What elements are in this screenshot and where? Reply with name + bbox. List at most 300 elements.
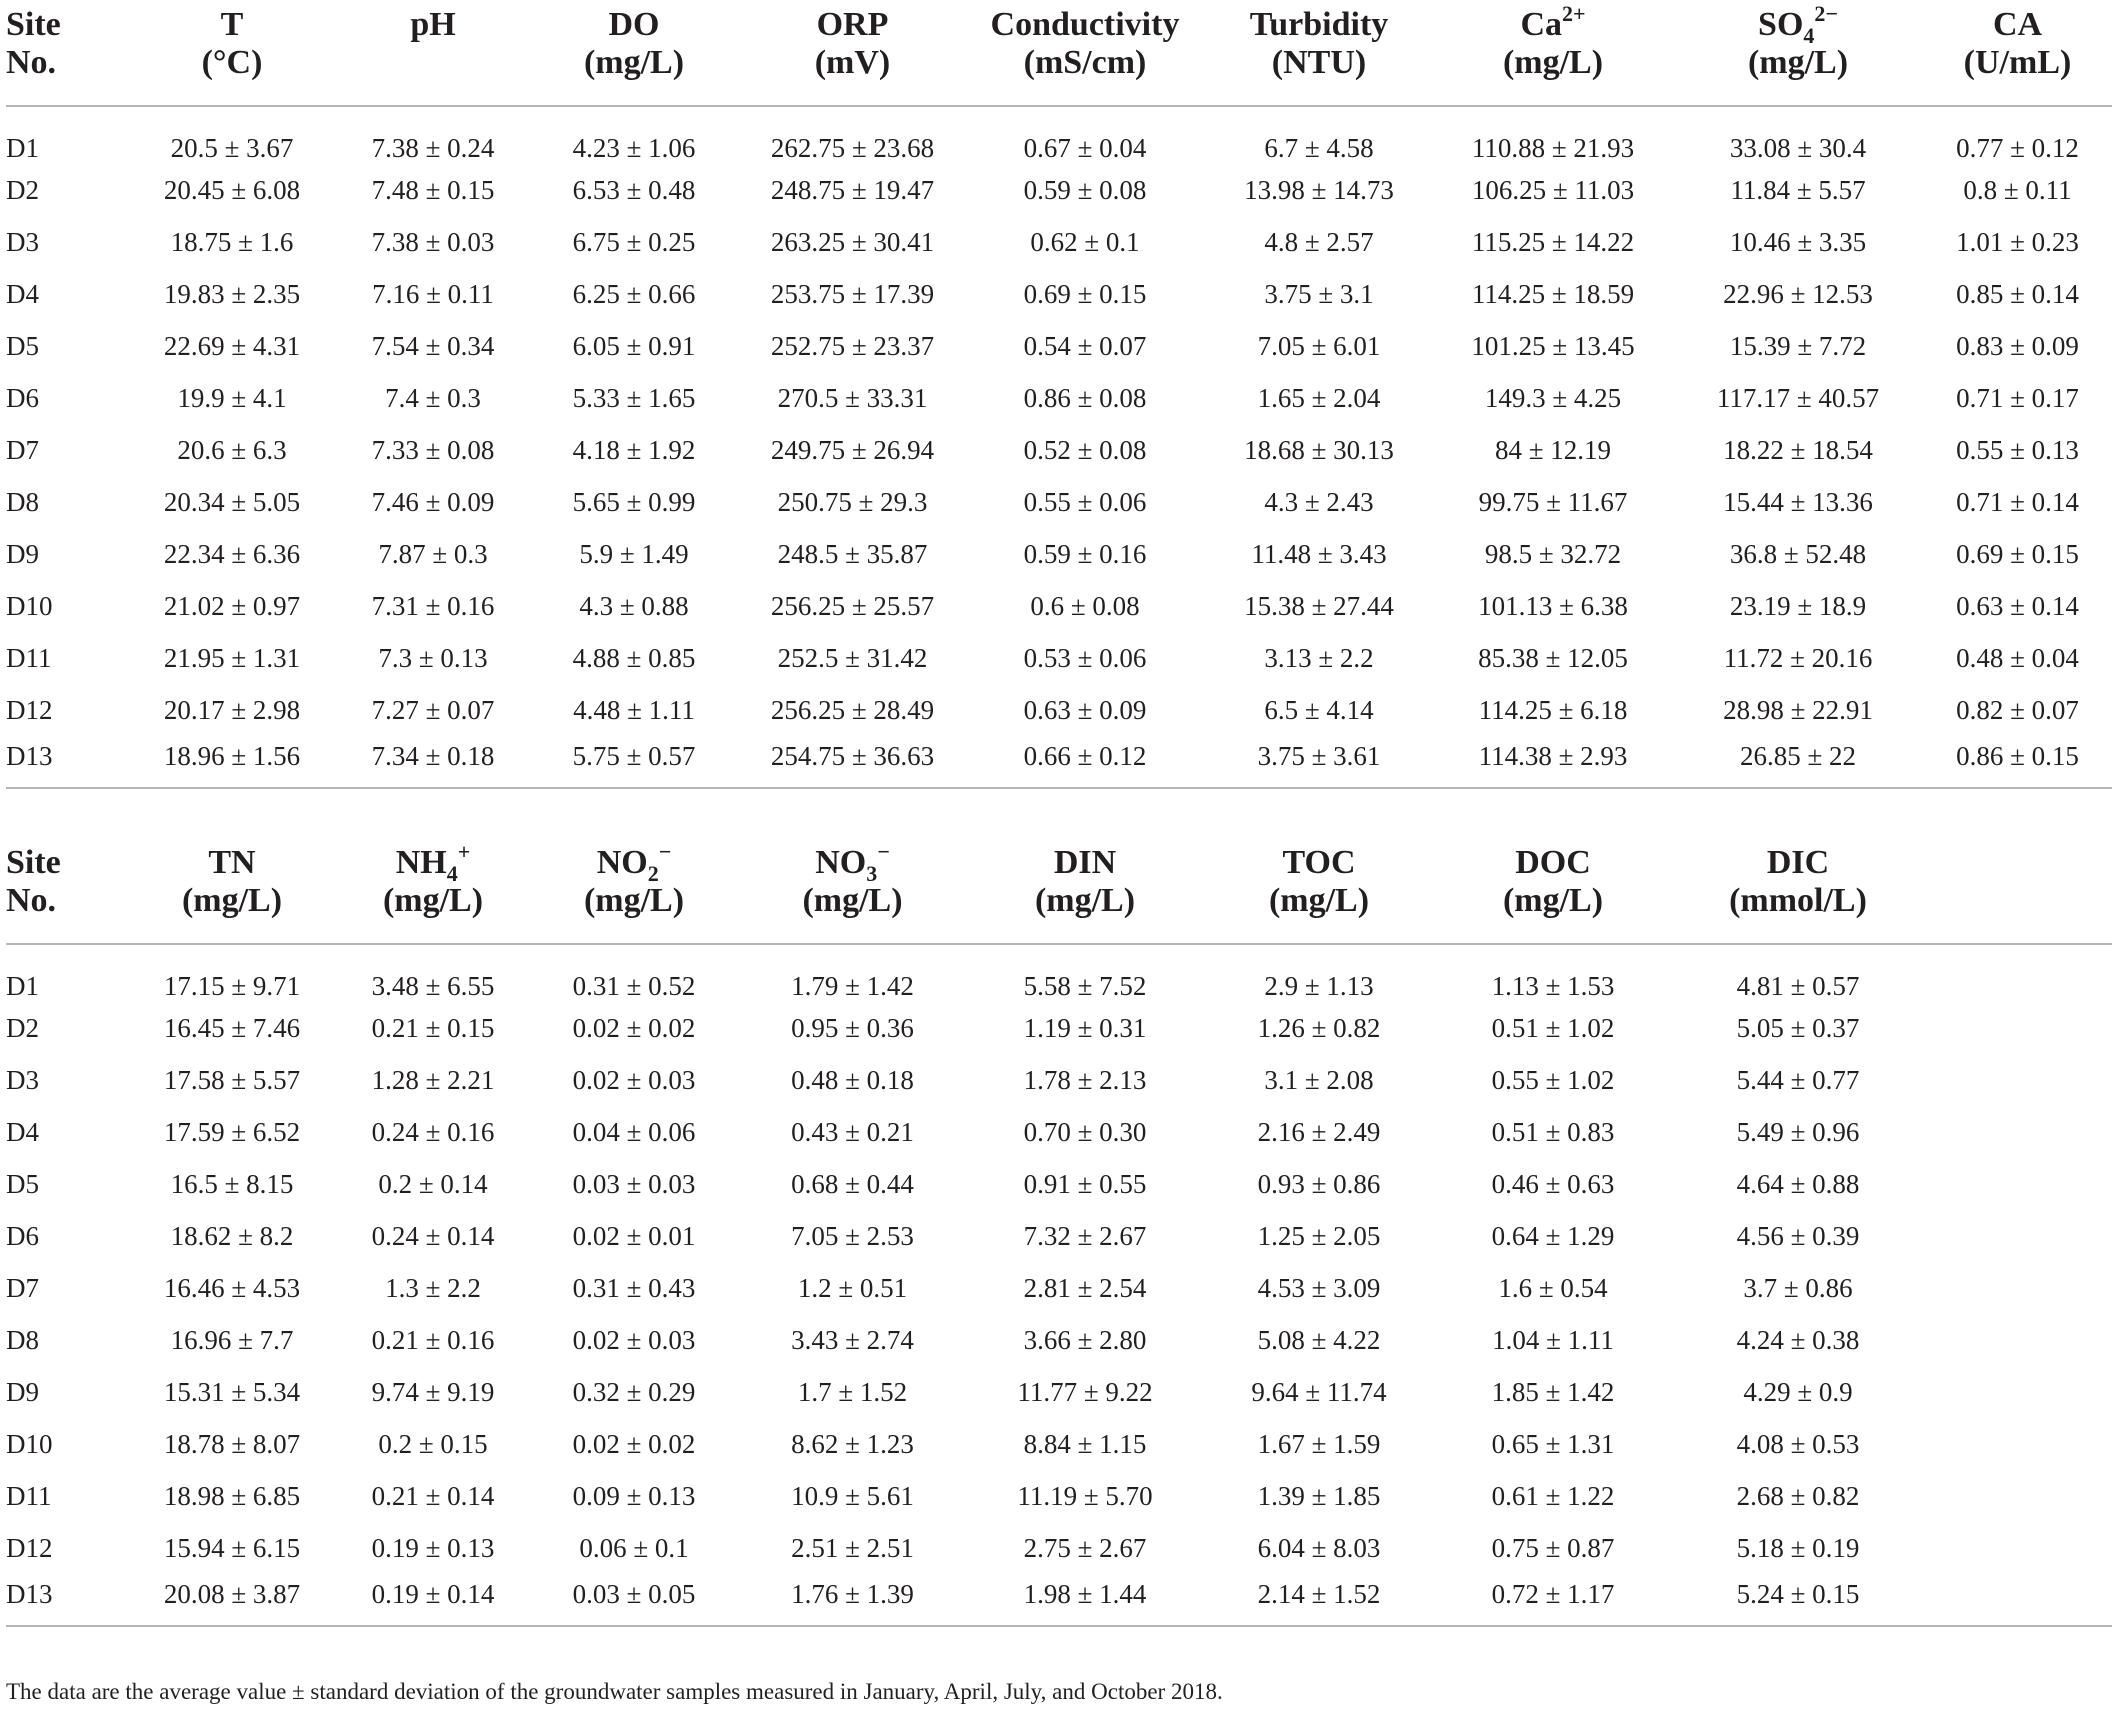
value-cell: 1.28 ± 2.21 [371,1064,495,1095]
value-cell: 22.69 ± 4.31 [163,330,301,361]
site-cell: D2 [6,1012,39,1043]
value-cell: 0.09 ± 0.13 [572,1480,696,1511]
value-cell: 101.25 ± 13.45 [1471,330,1635,361]
header-unit: (mV) [814,44,891,81]
column-header [126,0,338,106]
value-cell: 1.13 ± 1.53 [1491,971,1615,1001]
value-cell: 0.70 ± 0.30 [1023,1116,1147,1147]
column-header-site [6,0,126,106]
table-footnote: The data are the average value ± standard deviation of the groundwater samples measured in January, April, July, and October 2018. [6,1679,1223,1704]
value-cell: 15.31 ± 5.34 [163,1376,301,1407]
value-cell: 2.16 ± 2.49 [1257,1116,1381,1147]
value-cell: 0.69 ± 0.15 [1956,538,2079,569]
column-header [1205,838,1433,944]
table-row [6,1002,2112,1054]
value-cell: 20.08 ± 3.87 [126,1574,338,1626]
value-cell: 20.34 ± 5.05 [163,486,301,517]
value-cell: 256.25 ± 28.49 [770,694,935,725]
value-cell [1923,1262,2112,1314]
header-name: $SO_4^{2-}$ [1758,0,1838,48]
value-cell: 20.17 ± 2.98 [163,694,301,725]
value-cell: 7.33 ± 0.08 [371,434,495,465]
value-cell: 10.9 ± 5.61 [791,1480,914,1511]
value-cell: 8.84 ± 1.15 [1023,1428,1147,1459]
site-cell: D1 [6,133,39,163]
value-cell: 1.76 ± 1.39 [740,1574,965,1626]
column-header [528,0,740,106]
value-cell: 17.59 ± 6.52 [163,1116,301,1147]
value-cell: 0.59 ± 0.08 [1023,174,1147,205]
header-name: ORP [816,6,889,43]
value-cell: 15.94 ± 6.15 [163,1532,301,1563]
value-cell: 0.54 ± 0.07 [1023,330,1147,361]
value-cell: 1.04 ± 1.11 [1492,1324,1614,1355]
site-cell: D2 [6,174,39,205]
value-cell: 15.39 ± 7.72 [1729,330,1867,361]
value-cell: 0.03 ± 0.05 [528,1574,740,1626]
site-cell: D3 [6,1064,39,1095]
value-cell: 1.7 ± 1.52 [797,1376,908,1407]
header-name: CA [1992,6,2043,43]
column-header [1923,838,2112,944]
value-cell: 22.96 ± 12.53 [1723,278,1873,309]
value-cell: 252.75 ± 23.37 [770,330,935,361]
table-row [6,106,2112,164]
value-cell: 0.62 ± 0.1 [1030,226,1140,257]
value-cell: 28.98 ± 22.91 [1723,694,1873,725]
value-cell: 110.88 ± 21.93 [1471,133,1635,163]
value-cell: 0.19 ± 0.14 [338,1574,528,1626]
value-cell: 1.2 ± 0.51 [797,1272,908,1303]
header-name: $NO_2^-$ [596,838,672,886]
column-header [740,838,965,944]
column-header-site [6,838,126,944]
header-name: Conductivity [990,6,1180,43]
site-cell: D1 [6,971,39,1001]
header-name: pH [410,6,456,43]
value-cell: 7.16 ± 0.11 [372,278,494,309]
site-cell: D5 [6,330,39,361]
value-cell: 101.13 ± 6.38 [1478,590,1628,621]
value-cell [1923,1418,2112,1470]
table-row [6,1158,2112,1210]
value-cell: 252.5 ± 31.42 [777,642,928,673]
value-cell: 0.02 ± 0.01 [572,1220,696,1251]
site-cell: D13 [6,1574,126,1626]
value-cell: 0.85 ± 0.14 [1956,278,2079,309]
value-cell: 7.3 ± 0.13 [378,642,488,673]
site-cell: D4 [6,1116,39,1147]
header-unit: (mg/L) [1034,882,1136,919]
value-cell [1923,1314,2112,1366]
value-cell: 7.4 ± 0.3 [385,382,481,413]
value-cell: 5.75 ± 0.57 [528,736,740,788]
value-cell: 23.19 ± 18.9 [1729,590,1867,621]
value-cell: 0.64 ± 1.29 [1491,1220,1615,1251]
table-row [6,1106,2112,1158]
header-unit: (mg/L) [583,44,685,81]
value-cell: 0.31 ± 0.43 [572,1272,696,1303]
value-cell: 0.8 ± 0.11 [1963,174,2072,205]
header-name: Site [6,6,61,43]
column-header [1205,0,1433,106]
value-cell: 0.55 ± 0.06 [1023,486,1147,517]
value-cell: 3.43 ± 2.74 [791,1324,914,1355]
value-cell: 0.02 ± 0.03 [572,1324,696,1355]
site-cell: D9 [6,538,39,569]
column-header [126,838,338,944]
table-row [6,1054,2112,1106]
header-unit: (mg/L) [382,882,484,919]
header-name: $Ca^{2+}$ [1520,0,1586,43]
value-cell: 0.65 ± 1.31 [1491,1428,1615,1459]
value-cell [1923,1522,2112,1574]
value-cell: 4.81 ± 0.57 [1736,971,1860,1001]
value-cell: 7.34 ± 0.18 [338,736,528,788]
site-cell: D10 [6,590,53,621]
header-unit: (mg/L) [583,882,685,919]
value-cell: 6.75 ± 0.25 [572,226,696,257]
table-row [6,1522,2112,1574]
value-cell: 0.21 ± 0.16 [371,1324,495,1355]
value-cell: 17.58 ± 5.57 [163,1064,301,1095]
site-cell: D4 [6,278,39,309]
value-cell: 250.75 ± 29.3 [777,486,928,517]
header-unit: (mg/L) [1747,44,1849,81]
value-cell: 99.75 ± 11.67 [1478,486,1628,517]
value-cell: 18.75 ± 1.6 [170,226,294,257]
value-cell: 36.8 ± 52.48 [1729,538,1867,569]
site-cell: D5 [6,1168,39,1199]
value-cell: 21.02 ± 0.97 [163,590,301,621]
value-cell: 2.68 ± 0.82 [1736,1480,1860,1511]
value-cell: 0.43 ± 0.21 [791,1116,914,1147]
header-name: $NH_4^+$ [395,838,471,886]
value-cell: 18.62 ± 8.2 [170,1220,294,1251]
value-cell: 256.25 ± 25.57 [770,590,935,621]
value-cell: 1.67 ± 1.59 [1257,1428,1381,1459]
value-cell: 20.5 ± 3.67 [170,133,294,163]
value-cell: 6.05 ± 0.91 [572,330,696,361]
value-cell: 149.3 ± 4.25 [1484,382,1622,413]
table-body [6,106,2112,788]
value-cell: 3.75 ± 3.61 [1205,736,1433,788]
value-cell: 1.6 ± 0.54 [1498,1272,1608,1303]
value-cell: 0.75 ± 0.87 [1491,1532,1615,1563]
value-cell: 15.44 ± 13.36 [1723,486,1873,517]
value-cell: 3.48 ± 6.55 [371,971,495,1001]
value-cell: 5.18 ± 0.19 [1736,1532,1860,1563]
value-cell: 0.71 ± 0.14 [1956,486,2079,517]
value-cell: 11.19 ± 5.70 [1017,1480,1153,1511]
value-cell: 18.98 ± 6.85 [163,1480,301,1511]
value-cell: 1.01 ± 0.23 [1956,226,2079,257]
table-row [6,1470,2112,1522]
value-cell: 7.31 ± 0.16 [371,590,495,621]
table-header [6,838,2112,944]
value-cell: 0.55 ± 1.02 [1491,1064,1615,1095]
value-cell: 26.85 ± 22 [1673,736,1923,788]
value-cell: 20.45 ± 6.08 [163,174,301,205]
value-cell: 4.18 ± 1.92 [572,434,696,465]
value-cell: 0.86 ± 0.08 [1023,382,1147,413]
value-cell: 13.98 ± 14.73 [1244,174,1394,205]
value-cell: 5.08 ± 4.22 [1257,1324,1381,1355]
value-cell [1923,944,2112,1002]
value-cell: 5.24 ± 0.15 [1673,1574,1923,1626]
value-cell: 84 ± 12.19 [1494,434,1612,465]
site-cell: D10 [6,1428,53,1459]
column-header [338,0,528,106]
value-cell: 11.84 ± 5.57 [1730,174,1866,205]
value-cell: 7.32 ± 2.67 [1023,1220,1147,1251]
value-cell: 263.25 ± 30.41 [770,226,935,257]
column-header [965,0,1205,106]
value-cell: 7.05 ± 2.53 [791,1220,914,1251]
header-name: Site [6,844,61,881]
value-cell: 1.78 ± 2.13 [1023,1064,1147,1095]
value-cell: 4.88 ± 0.85 [572,642,696,673]
value-cell: 18.96 ± 1.56 [126,736,338,788]
value-cell: 16.45 ± 7.46 [163,1012,301,1043]
value-cell: 0.2 ± 0.14 [378,1168,488,1199]
value-cell: 3.75 ± 3.1 [1264,278,1374,309]
value-cell: 0.67 ± 0.04 [1023,133,1147,163]
value-cell [1923,1158,2112,1210]
value-cell: 1.65 ± 2.04 [1257,382,1381,413]
value-cell: 0.03 ± 0.03 [572,1168,696,1199]
value-cell: 0.52 ± 0.08 [1023,434,1147,465]
value-cell: 0.91 ± 0.55 [1023,1168,1147,1199]
site-cell: D8 [6,486,39,517]
value-cell: 33.08 ± 30.4 [1729,133,1867,163]
column-header [1673,838,1923,944]
value-cell: 0.82 ± 0.07 [1956,694,2079,725]
site-cell: D12 [6,1532,53,1563]
value-cell: 4.8 ± 2.57 [1264,226,1374,257]
value-cell: 0.2 ± 0.15 [378,1428,488,1459]
value-cell: 15.38 ± 27.44 [1244,590,1394,621]
value-cell: 21.95 ± 1.31 [163,642,301,673]
value-cell: 11.77 ± 9.22 [1017,1376,1153,1407]
value-cell: 0.21 ± 0.14 [371,1480,495,1511]
value-cell: 114.25 ± 18.59 [1471,278,1635,309]
value-cell: 5.58 ± 7.52 [1023,971,1147,1001]
value-cell: 4.3 ± 2.43 [1264,486,1374,517]
value-cell: 7.54 ± 0.34 [371,330,495,361]
value-cell [1923,1574,2112,1626]
value-cell: 2.75 ± 2.67 [1023,1532,1147,1563]
table-header [6,0,2112,106]
table-row [6,1314,2112,1366]
value-cell: 0.63 ± 0.14 [1956,590,2079,621]
value-cell: 2.81 ± 2.54 [1023,1272,1147,1303]
header-unit: (mS/cm) [1023,44,1147,81]
value-cell: 1.25 ± 2.05 [1257,1220,1381,1251]
value-cell: 6.5 ± 4.14 [1264,694,1374,725]
value-cell [1923,1366,2112,1418]
value-cell: 18.22 ± 18.54 [1723,434,1873,465]
value-cell: 248.75 ± 19.47 [770,174,935,205]
value-cell: 4.56 ± 0.39 [1736,1220,1860,1251]
value-cell: 5.44 ± 0.77 [1736,1064,1860,1095]
value-cell: 0.02 ± 0.03 [572,1064,696,1095]
value-cell: 1.19 ± 0.31 [1023,1012,1147,1043]
value-cell: 262.75 ± 23.68 [770,133,935,163]
column-header [338,838,528,944]
value-cell: 117.17 ± 40.57 [1716,382,1880,413]
value-cell: 0.68 ± 0.44 [791,1168,914,1199]
value-cell: 17.15 ± 9.71 [163,971,301,1001]
value-cell: 0.6 ± 0.08 [1030,590,1140,621]
header-unit: (mg/L) [1502,882,1604,919]
value-cell: 18.68 ± 30.13 [1244,434,1394,465]
value-cell: 0.02 ± 0.02 [572,1012,696,1043]
value-cell: 3.13 ± 2.2 [1264,642,1374,673]
value-cell: 1.39 ± 1.85 [1257,1480,1381,1511]
value-cell: 0.95 ± 0.36 [791,1012,914,1043]
value-cell: 11.72 ± 20.16 [1723,642,1873,673]
header-unit: (mg/L) [1502,44,1604,81]
value-cell: 106.25 ± 11.03 [1471,174,1635,205]
value-cell: 2.51 ± 2.51 [791,1532,914,1563]
column-header [1673,0,1923,106]
value-cell: 98.5 ± 32.72 [1484,538,1622,569]
site-cell: D3 [6,226,39,257]
value-cell: 0.66 ± 0.12 [965,736,1205,788]
column-header [528,838,740,944]
value-cell: 10.46 ± 3.35 [1729,226,1867,257]
table-row [6,736,2112,788]
value-cell: 0.24 ± 0.16 [371,1116,495,1147]
value-cell: 4.48 ± 1.11 [573,694,695,725]
value-cell: 0.19 ± 0.13 [371,1532,495,1563]
header-unit: (mg/L) [802,882,903,919]
value-cell: 5.49 ± 0.96 [1736,1116,1860,1147]
site-cell: D7 [6,1272,39,1303]
header-name: DIC [1766,844,1830,881]
value-cell: 4.53 ± 3.09 [1257,1272,1381,1303]
value-cell: 16.96 ± 7.7 [170,1324,294,1355]
value-cell: 253.75 ± 17.39 [770,278,935,309]
value-cell [1923,1470,2112,1522]
value-cell: 0.61 ± 1.22 [1491,1480,1615,1511]
value-cell: 1.98 ± 1.44 [965,1574,1205,1626]
value-cell: 0.72 ± 1.17 [1433,1574,1673,1626]
site-cell: D6 [6,1220,39,1251]
value-cell: 114.25 ± 6.18 [1478,694,1628,725]
column-header [1433,838,1673,944]
water-quality-table [6,0,2112,789]
table-row [6,1574,2112,1626]
table-row [6,268,2112,320]
value-cell: 2.14 ± 1.52 [1205,1574,1433,1626]
value-cell: 19.9 ± 4.1 [177,382,287,413]
value-cell: 254.75 ± 36.63 [740,736,965,788]
header-unit: (mg/L) [1268,882,1370,919]
value-cell: 0.46 ± 0.63 [1491,1168,1615,1199]
value-cell: 1.79 ± 1.42 [791,971,914,1001]
value-cell: 0.24 ± 0.14 [371,1220,495,1251]
value-cell: 7.38 ± 0.03 [371,226,495,257]
value-cell: 0.63 ± 0.09 [1023,694,1147,725]
table-row [6,1210,2112,1262]
value-cell: 0.71 ± 0.17 [1956,382,2079,413]
value-cell: 4.08 ± 0.53 [1736,1428,1860,1459]
value-cell: 1.26 ± 0.82 [1257,1012,1381,1043]
header-name: DIN [1053,844,1117,881]
value-cell: 6.25 ± 0.66 [572,278,696,309]
nitrogen-carbon-table [6,838,2112,1627]
value-cell: 7.38 ± 0.24 [371,133,495,163]
value-cell: 3.1 ± 2.08 [1264,1064,1374,1095]
table-row [6,320,2112,372]
table-row [6,944,2112,1002]
table-row [6,580,2112,632]
value-cell: 0.83 ± 0.09 [1956,330,2079,361]
value-cell [1923,1210,2112,1262]
value-cell: 0.02 ± 0.02 [572,1428,696,1459]
value-cell: 18.78 ± 8.07 [163,1428,301,1459]
value-cell: 7.87 ± 0.3 [378,538,488,569]
table-row [6,372,2112,424]
table-row [6,684,2112,736]
table-row [6,1366,2112,1418]
value-cell: 3.7 ± 0.86 [1743,1272,1853,1303]
value-cell: 1.3 ± 2.2 [385,1272,481,1303]
value-cell [1923,1054,2112,1106]
value-cell: 1.85 ± 1.42 [1491,1376,1615,1407]
header-unit: (U/mL) [1963,44,2072,81]
value-cell: 0.06 ± 0.1 [579,1532,689,1563]
value-cell: 5.33 ± 1.65 [572,382,696,413]
header-unit: No. [6,44,57,81]
value-cell: 270.5 ± 33.31 [777,382,928,413]
value-cell: 0.93 ± 0.86 [1257,1168,1381,1199]
column-header [965,838,1205,944]
value-cell: 0.69 ± 0.15 [1023,278,1147,309]
value-cell: 6.7 ± 4.58 [1264,133,1374,163]
header-unit: (°C) [201,44,263,81]
value-cell: 248.5 ± 35.87 [777,538,928,569]
value-cell [1923,1106,2112,1158]
header-unit: (mmol/L) [1729,882,1867,919]
value-cell: 3.66 ± 2.80 [1023,1324,1147,1355]
value-cell: 6.04 ± 8.03 [1257,1532,1381,1563]
site-cell: D7 [6,434,39,465]
value-cell: 0.77 ± 0.12 [1956,133,2079,163]
value-cell: 4.29 ± 0.9 [1743,1376,1853,1407]
value-cell: 0.59 ± 0.16 [1023,538,1147,569]
value-cell: 0.32 ± 0.29 [572,1376,696,1407]
value-cell: 9.74 ± 9.19 [371,1376,495,1407]
value-cell: 0.48 ± 0.18 [791,1064,914,1095]
table-row [6,216,2112,268]
value-cell: 8.62 ± 1.23 [791,1428,914,1459]
site-cell: D11 [6,1480,52,1511]
column-header [740,0,965,106]
site-cell: D6 [6,382,39,413]
site-cell: D11 [6,642,52,673]
value-cell: 5.65 ± 0.99 [572,486,696,517]
column-header [1923,0,2112,106]
table-body [6,944,2112,1626]
value-cell: 22.34 ± 6.36 [163,538,301,569]
value-cell: 0.53 ± 0.06 [1023,642,1147,673]
header-name: TOC [1282,844,1356,881]
value-cell: 7.46 ± 0.09 [371,486,495,517]
value-cell: 114.38 ± 2.93 [1433,736,1673,788]
